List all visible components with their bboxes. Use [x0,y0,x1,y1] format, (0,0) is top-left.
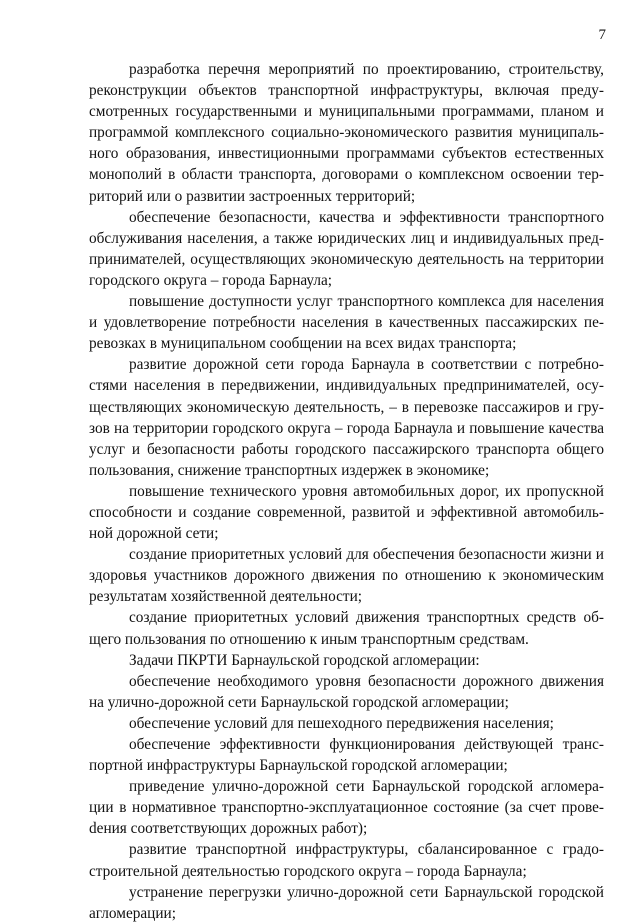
paragraph-task-congestion: устранение перегрузки улично-дорожной сети Барнаульской городской агломерации; [89,883,604,922]
paragraph-design-measures: разработка перечня мероприятий по проектированию, строительству, реконструкции объектов транспортной инфраструктуры, включая предусмотренных государственными и муниципальными программами, планом и программой комплексного социально-экономического развития муниципального образования, инвестиционными программами субъектов естественных монополий в области транспорта, договорами о комплексном освоении территорий или о развитии застроенных территорий; [89,61,604,205]
paragraph-priority-safety: создание приоритетных условий для обеспечения безопасности жизни и здоровья участников дорожного движения по отношению к экономическим результатам хозяйственной деятельности; [89,546,604,606]
paragraph-task-pedestrian: обеспечение условий для пешеходного передвижения населения; [129,714,554,732]
paragraph-tasks-heading: Задачи ПКРТИ Барнаульской городской агломерации: [129,651,480,669]
paragraph-priority-public-transport: создание приоритетных условий движения транспортных средств общего пользования по отношению к иным транспортным средствам. [89,609,604,648]
page-number: 7 [598,27,606,43]
paragraph-transport-safety: обеспечение безопасности, качества и эффективности транспортного обслуживания населения, а также юридических лиц и индивидуальных предпринимателей, осуществляющих экономическую деятельность на территории городского округа – города Барнаула; [89,208,604,289]
document-body [89,59,604,924]
paragraph-road-network-development: развитие дорожной сети города Барнаула в соответствии с потребностями населения в передвижении, индивидуальных предпринимателей, осуществляющих экономическую деятельность, – в перевозке пассажиров и грузов на территории городского округа – города Барнаула и повышение качества услуг и безопасности работы городского пассажирского транспорта общего пользования, снижение транспортных издержек в экономике; [89,356,604,479]
paragraph-task-traffic-safety: обеспечение необходимого уровня безопасности дорожного движения на улично-дорожной сети Барнаульской городской агломерации; [89,672,604,711]
paragraph-service-accessibility: повышение доступности услуг транспортного комплекса для населения и удовлетворение потребности населения в качественных пассажирских перевозках в муниципальном сообщении на всех видах транспорта; [89,293,604,353]
paragraph-task-normative-state: приведение улично-дорожной сети Барнаульской городской агломерации в нормативное транспортно-эксплуатационное состояние (за счет провеdения соответствующих дорожных работ); [89,778,604,838]
paragraph-task-infrastructure-balance: развитие транспортной инфраструктуры, сбалансированное с градостроительной деятельностью городского округа – города Барнаула; [89,841,604,880]
paragraph-task-efficiency: обеспечение эффективности функционирования действующей транспортной инфраструктуры Барнаульской городской агломерации; [89,736,604,775]
paragraph-road-technical-level: повышение технического уровня автомобильных дорог, их пропускной способности и создание современной, развитой и эффективной автомобильной дорожной сети; [89,482,604,543]
